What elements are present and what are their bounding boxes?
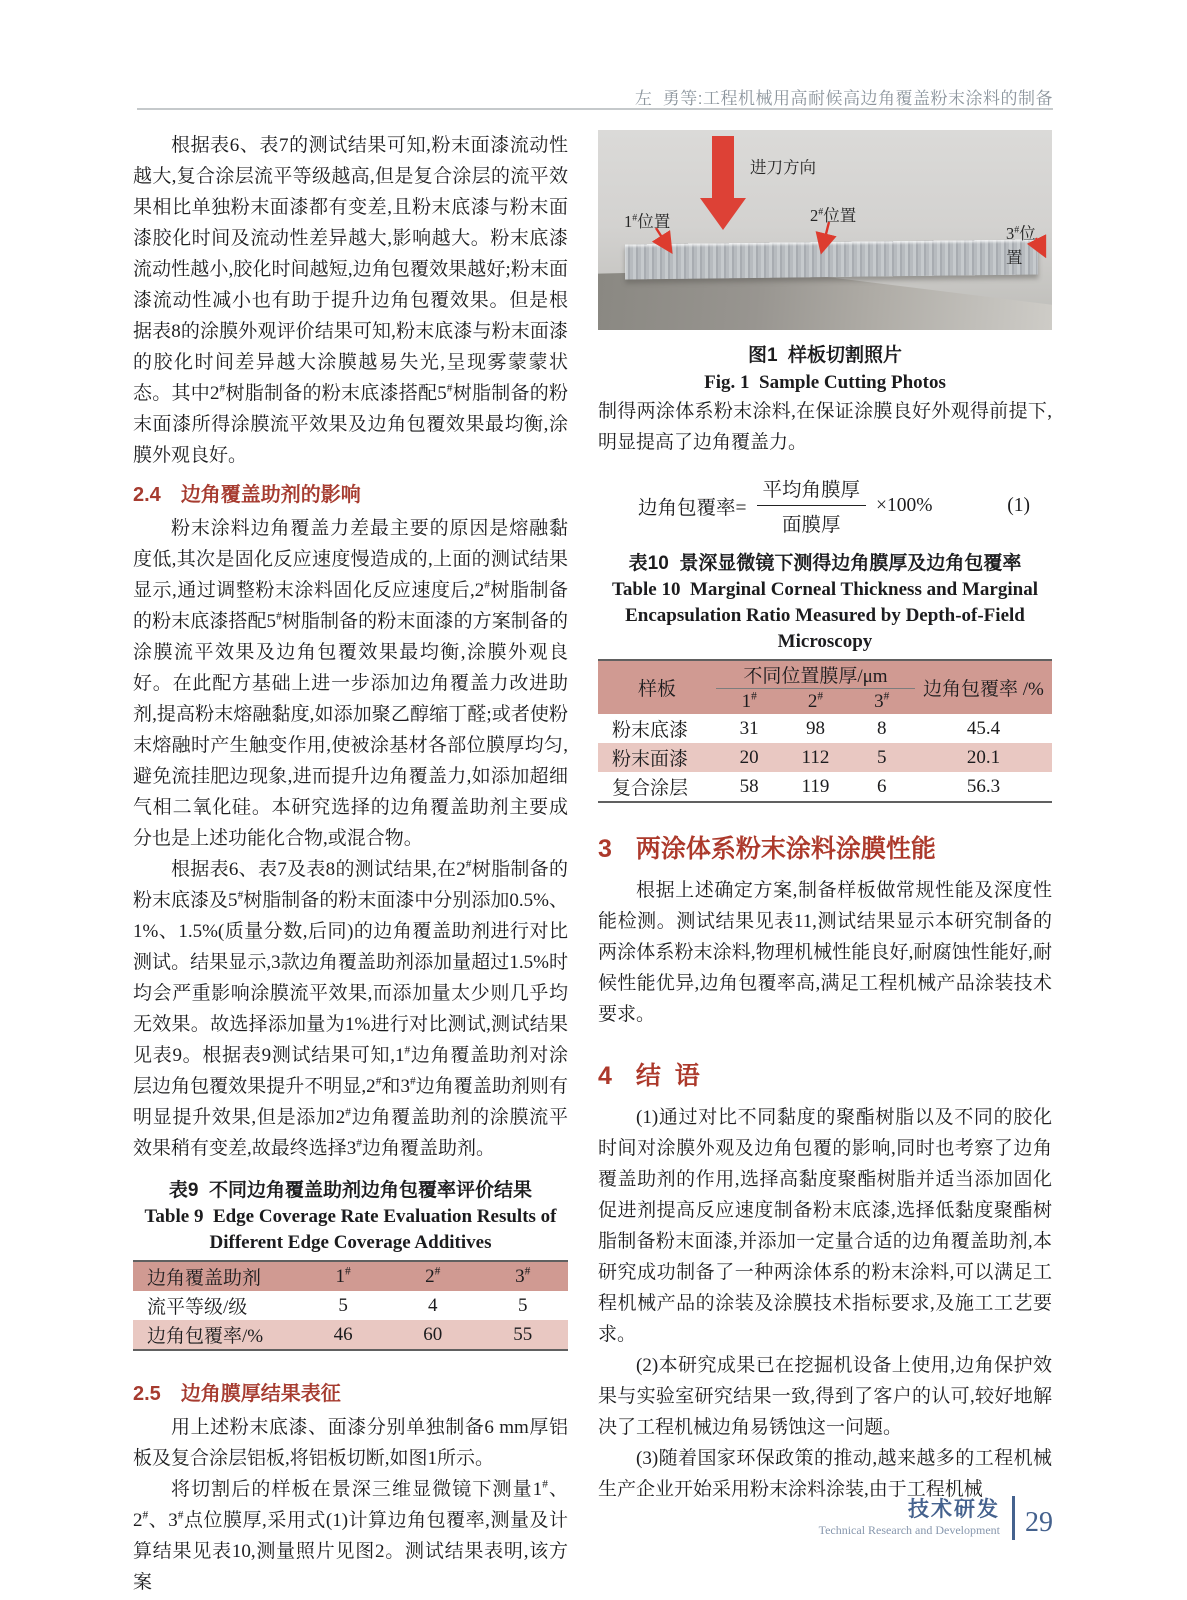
table9-title [133, 1178, 568, 1256]
table-cell: 边角包覆率 /% [923, 679, 1044, 700]
table-cell: 31 [739, 717, 759, 739]
table-cell: 复合涂层 [612, 778, 689, 799]
table-cell: 样板 [638, 679, 677, 700]
table-row [598, 772, 1052, 802]
fraction-numerator: 平均角膜厚 [757, 474, 867, 506]
paragraph: (3)随着国家环保政策的推动,越来越多的工程机械生产企业开始采用粉末涂料涂装,由于工程机械 [598, 1448, 1052, 1500]
paragraph: 用上述粉末底漆、面漆分别单独制备6 mm厚铝板及复合涂层铝板,将铝板切断,如图1所示。 [133, 1417, 568, 1469]
paragraph: 根据上述确定方案,制备样板做常规性能及深度性能检测。测试结果见表11,测试结果显示本研究制备的两涂体系粉末涂料,物理机械性能良好,耐腐蚀性能好,耐候性能优异,边角包覆率高,满足工程机械产品涂装技术要求。 [598, 880, 1052, 1025]
table-row [598, 714, 1052, 743]
paragraph: 根据表6、表7的测试结果可知,粉末面漆流动性越大,复合涂层流平等级越高,但是复合涂层的流平效果相比单独粉末面漆都有变差,且粉末底漆与粉末面漆胶化时间及流动性差异越大,影响越大。粉末底漆流动性越小,胶化时间越短,边角包覆效果越好;粉末面漆流动性减小也有助于提升边角包覆效果。但是根据表8的涂膜外观评价结果可知,粉末底漆与粉末面漆的胶化时间差异越大涂膜越易失光,呈现雾蒙蒙状态。其中2#树脂制备的粉末底漆搭配5#树脂制备的粉末面漆所得涂膜流平效果及边角包覆效果最均衡,涂膜外观良好。 [133, 135, 568, 466]
position-3-label: 3#位置 [1006, 224, 1036, 267]
table-header-row [598, 660, 1052, 689]
table-row [133, 1291, 568, 1320]
table-cell: 6 [876, 775, 887, 797]
table9-title-en-line1: Table 9 Edge Coverage Rate Evaluation Results of [144, 1206, 557, 1227]
table-row [133, 1261, 568, 1291]
footer-label-en: Technical Research and Development [818, 1523, 1000, 1537]
equation-1 [598, 474, 1052, 537]
table-9 [133, 1260, 568, 1351]
position-2-label: 2#位置 [810, 206, 857, 225]
cutting-direction-arrow [700, 136, 746, 230]
paragraph: (2)本研究成果已在挖掘机设备上使用,边角保护效果与实验室研究结果一致,得到了客户的认可,较好地解决了工程机械边角易锈蚀这一问题。 [598, 1355, 1052, 1438]
section-number: 2.5 [133, 1383, 161, 1405]
section-number: 4 [598, 1062, 612, 1090]
header-rule [137, 108, 1053, 110]
table-cell: 98 [805, 717, 825, 739]
fraction-denominator: 面膜厚 [782, 515, 841, 536]
table-cell: 56.3 [966, 775, 1001, 797]
table10-title-cn: 表10 景深显微镜下测得边角膜厚及边角包覆率 [628, 553, 1022, 574]
figure-caption-en: Fig. 1 Sample Cutting Photos [704, 372, 946, 393]
table-cell: 45.4 [966, 717, 1001, 739]
table9-title-en-line2: Different Edge Coverage Additives [209, 1232, 492, 1253]
table10-title-en-line2: Encapsulation Ratio Measured by Depth-of-Field [625, 605, 1025, 626]
cutting-direction-label: 进刀方向 [750, 158, 816, 177]
section-title: 边角膜厚结果表征 [180, 1383, 341, 1405]
table-cell: 4 [427, 1294, 438, 1316]
table-cell: 1# [741, 690, 757, 712]
table-cell: 60 [423, 1323, 443, 1345]
footer-divider [1012, 1496, 1015, 1540]
table-cell: 流平等级/级 [147, 1297, 248, 1318]
right-column [598, 130, 1052, 1505]
table9-title-cn: 表9 不同边角覆盖助剂边角包覆率评价结果 [168, 1180, 533, 1201]
equation-lhs: 边角包覆率= [638, 497, 747, 519]
left-column [133, 130, 568, 1598]
position-1-label: 1#位置 [624, 212, 671, 231]
page-footer [819, 1496, 1053, 1540]
paragraph: (1)通过对比不同黏度的聚酯树脂以及不同的胶化时间对涂膜外观及边角包覆的影响,同时也考察了边角覆盖助剂的作用,选择高黏度聚酯树脂并适当添加固化促进剂提高反应速度制备粉末底漆,选择低黏度聚酯树脂制备粉末面漆,并添加一定量合适的边角覆盖助剂,本研究成功制备了一种两涂体系的粉末涂料,可以满足工程机械产品的涂装及涂膜技术指标要求,及施工工艺要求。 [598, 1107, 1052, 1345]
table-cell: 3# [874, 690, 890, 712]
table-cell: 46 [333, 1323, 353, 1345]
table-cell: 3# [515, 1265, 531, 1287]
table-cell: 112 [801, 746, 830, 768]
equation-rhs: ×100% [876, 494, 933, 516]
footer-section-label [819, 1498, 1000, 1538]
table-cell: 5 [876, 746, 887, 768]
table-cell: 粉末面漆 [612, 749, 689, 770]
section-number: 3 [598, 835, 612, 863]
table-cell: 119 [801, 775, 830, 797]
footer-label-cn: 技术研发 [908, 1498, 1000, 1521]
table-cell: 1# [335, 1265, 351, 1287]
table-10 [598, 659, 1052, 803]
running-head: 左 勇等:工程机械用高耐候高边角覆盖粉末涂料的制备 [634, 89, 1053, 108]
table-cell: 55 [513, 1323, 533, 1345]
section-title: 两涂体系粉末涂料涂膜性能 [635, 835, 936, 863]
table-cell: 5 [518, 1294, 528, 1316]
section-heading-2-4 [133, 478, 568, 507]
figure-1-photo [598, 130, 1052, 330]
pos2-arrow [822, 222, 829, 250]
section-number: 2.4 [133, 484, 161, 506]
table-cell: 2# [807, 690, 824, 712]
paragraph: 根据表6、表7及表8的测试结果,在2#树脂制备的粉末底漆及5#树脂制备的粉末面漆中分别添加0.5%、1%、1.5%(质量分数,后同)的边角覆盖助剂进行对比测试。结果显示,3款边角覆盖助剂添加量超过1.5%时均会严重影响涂膜流平效果,而添加量太少则几乎均无效果。故选择添加量为1%进行对比测试,测试结果见表9。根据表9测试结果可知,1#边角覆盖助剂对涂层边角包覆效果提升不明显,2#和3#边角覆盖助剂则有明显提升效果,但是添加2#边角覆盖助剂的涂膜流平效果稍有变差,故最终选择3#边角覆盖助剂。 [133, 858, 568, 1159]
section-heading-2-5 [133, 1377, 568, 1406]
table-row [133, 1320, 568, 1350]
section-heading-4 [598, 1056, 1052, 1092]
section-title: 结 语 [635, 1062, 700, 1090]
figure-1-caption [598, 342, 1052, 396]
table-cell: 不同位置膜厚/μm [716, 660, 915, 689]
equation-number: (1) [1007, 494, 1030, 516]
section-title: 边角覆盖助剂的影响 [180, 484, 361, 506]
figure-caption-cn: 图1 样板切割照片 [747, 345, 903, 366]
table-cell: 边角覆盖助剂 [147, 1268, 262, 1289]
table-cell: 粉末底漆 [612, 720, 689, 741]
equation-fraction [757, 474, 867, 537]
table-cell: 5 [338, 1294, 348, 1316]
table10-title [598, 551, 1052, 655]
table-cell: 2# [425, 1265, 441, 1287]
paragraph: 将切割后的样板在景深三维显微镜下测量1#、2#、3#点位膜厚,采用式(1)计算边角包覆率,测量及计算结果见表10,测量照片见图2。测试结果表明,该方案 [133, 1478, 568, 1593]
section-heading-3 [598, 829, 1052, 865]
table-cell: 8 [876, 717, 887, 739]
table10-title-en-line1: Table 10 Marginal Corneal Thickness and Marginal [612, 579, 1038, 600]
table-row [598, 743, 1052, 772]
paragraph: 制得两涂体系粉末涂料,在保证涂膜良好外观得前提下,明显提高了边角覆盖力。 [598, 401, 1052, 453]
table-cell: 20 [739, 746, 759, 768]
table10-title-en-line3: Microscopy [777, 631, 873, 652]
table-cell: 边角包覆率/% [147, 1326, 264, 1347]
page-number: 29 [1025, 1507, 1053, 1538]
paragraph: 粉末涂料边角覆盖力差最主要的原因是熔融黏度低,其次是固化反应速度慢造成的,上面的测试结果显示,通过调整粉末涂料固化反应速度后,2#树脂制备的粉末底漆搭配5#树脂制备的粉末面漆的方案制备的涂膜流平效果及边角包覆效果最均衡,涂膜外观良好。在此配方基础上进一步添加边角覆盖力改进助剂,提高粉末熔融黏度,如添加聚乙醇缩丁醛;或者使粉末熔融时产生触变作用,使被涂基材各部位膜厚均匀,避免流挂肥边现象,进而提升边角覆盖力,如添加超细气相二氧化硅。本研究选择的边角覆盖助剂主要成分也是上述功能化合物,或混合物。 [133, 518, 568, 849]
table-cell: 58 [739, 775, 759, 797]
table-cell: 20.1 [966, 746, 1001, 768]
